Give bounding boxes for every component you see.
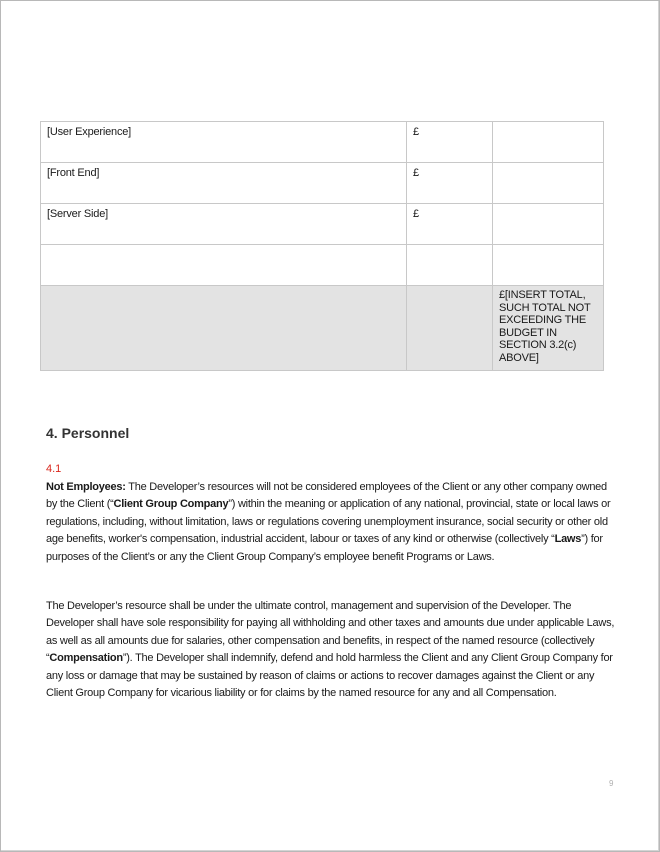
cost-item-cell: [Server Side] [41, 204, 407, 245]
clause-number: 4.1 [46, 463, 62, 475]
body-paragraph [46, 598, 618, 702]
total-label-cell [41, 286, 407, 371]
total-currency-cell [407, 286, 493, 371]
cost-table [40, 121, 604, 371]
cost-item-cell: [Front End] [41, 163, 407, 204]
defined-term: Laws [554, 533, 582, 546]
amount-cell [493, 122, 604, 163]
section-heading: 4. Personnel [46, 425, 130, 441]
currency-cell: £ [407, 204, 493, 245]
cost-item-cell [41, 245, 407, 286]
currency-cell: £ [407, 122, 493, 163]
defined-term: Compensation [49, 652, 123, 665]
clause-title: Not Employees: [46, 481, 126, 493]
currency-cell: £ [407, 163, 493, 204]
table-row [41, 245, 604, 286]
body-text: The Developer’s resources will not be considered employees of the Client or any other company owned by the Client (“ [46, 481, 607, 511]
page-number: 9 [609, 779, 614, 788]
body-text: ”). The Developer shall indemnify, defend and hold harmless the Client and any Client Group Company for any loss or damage that may be sustained by reason of claims or actions to recover damages against the Client or any Client Group Company for vicarious liability or for claims by the named resource for any and all Compensation. [46, 652, 613, 700]
body-text: The Developer’s resource shall be under the ultimate control, management and supervision of the Developer. The Developer shall have sole responsibility for paying all withholding and other taxes and amounts due under applicable Laws, as well as all amounts due for salaries, other compensation and benefits, in respect of the named resource (collectively “ [46, 600, 615, 665]
table-row [41, 122, 604, 163]
total-amount-cell: £[INSERT TOTAL, SUCH TOTAL NOT EXCEEDING THE BUDGET IN SECTION 3.2(c) ABOVE] [493, 286, 604, 371]
defined-term: Client Group Company [113, 498, 229, 511]
cost-item-cell: [User Experience] [41, 122, 407, 163]
body-text: ”) within the meaning or application of any national, provincial, state or local laws or regulations, including, without limitation, laws or regulations covering unemployment insurance, social security or other old age benefits, worker's compensation, industrial accident, labour or taxes of any kind or otherwise (collectively “ [46, 498, 611, 546]
amount-cell [493, 204, 604, 245]
amount-cell [493, 245, 604, 286]
table-row [41, 204, 604, 245]
table-row [41, 163, 604, 204]
total-row [41, 286, 604, 371]
amount-cell [493, 163, 604, 204]
currency-cell [407, 245, 493, 286]
body-text: ”) for purposes of the Client’s or any the Client Group Company’s employee benefit Programs or Laws. [46, 533, 603, 563]
clause-paragraph [46, 479, 618, 566]
